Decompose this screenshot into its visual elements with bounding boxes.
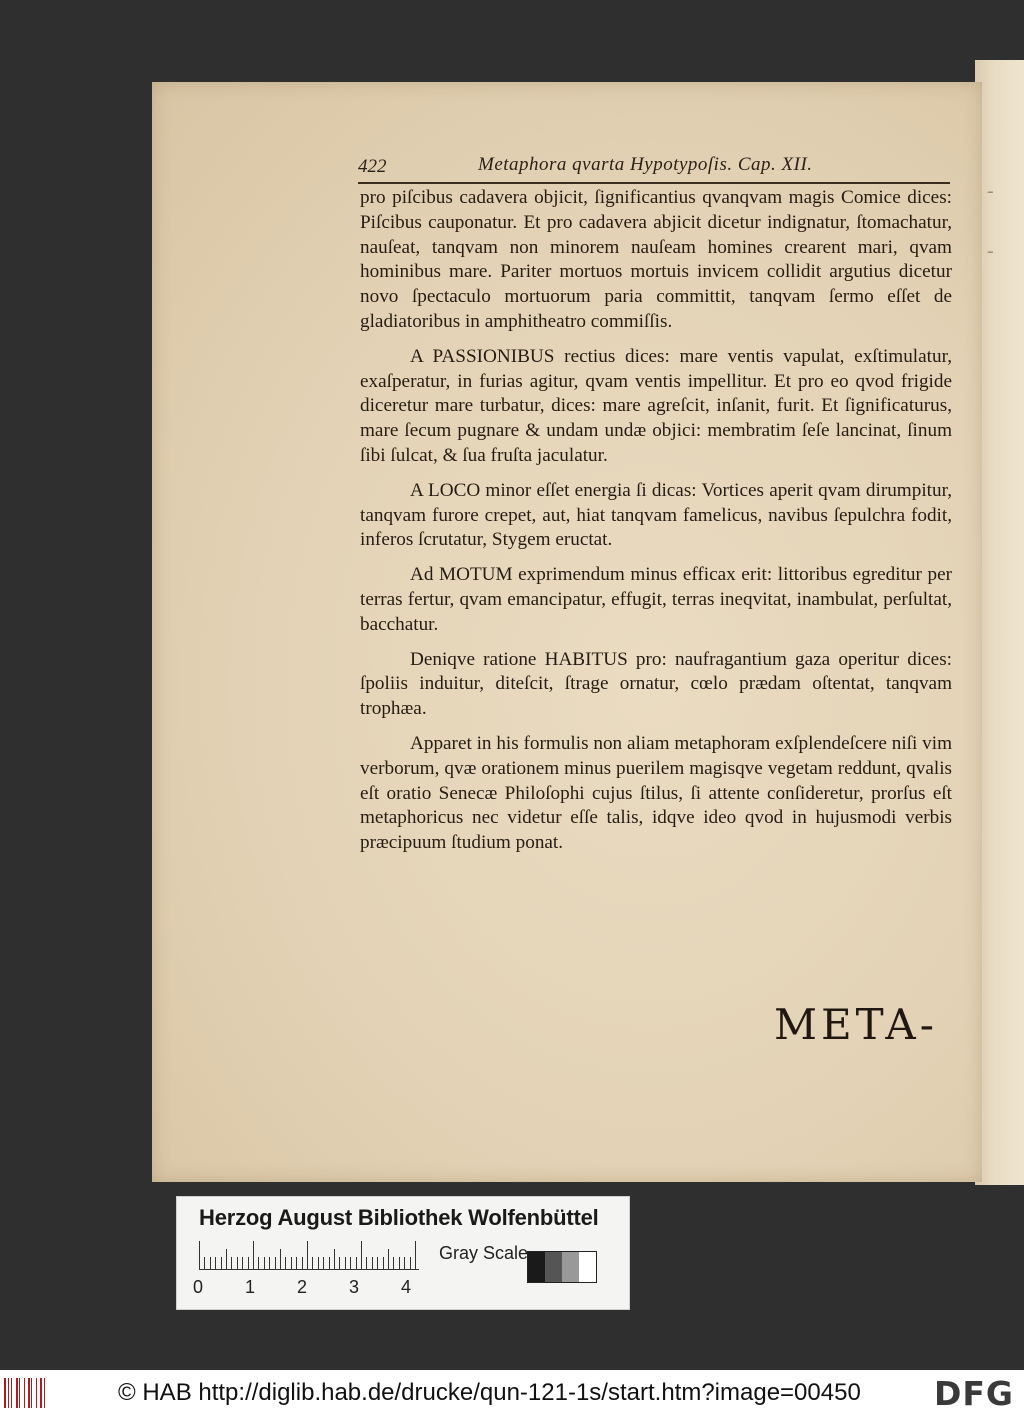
gray-scale-swatches: [527, 1251, 597, 1283]
running-title: Metaphora qvarta Hypotypoſis. Cap. XII.: [478, 154, 813, 175]
ruler-tick: [399, 1257, 400, 1269]
ruler-tick: [248, 1257, 249, 1269]
dfg-logo: DFG: [934, 1374, 1015, 1413]
adjacent-page-edge: - -: [975, 60, 1024, 1185]
barcode-stripe: [11, 1378, 12, 1408]
catchword: META-: [774, 1000, 938, 1049]
ruler-tick: [356, 1257, 357, 1269]
gray-scale-label: Gray Scale: [439, 1243, 529, 1263]
ruler-tick: [329, 1257, 330, 1269]
ruler-tick: [334, 1249, 335, 1269]
ruler: [199, 1241, 429, 1275]
ruler-tick: [242, 1257, 243, 1269]
ruler-number: 3: [349, 1277, 360, 1297]
ruler-tick: [253, 1241, 254, 1269]
gray-swatch: [528, 1252, 545, 1282]
barcode-stripe: [8, 1378, 9, 1408]
paragraph-3: A LOCO minor eſſet energia ſi dicas: Vortices aperit qvam dirumpitur, tanqvam furore crepet, aut, hiat tanqvam famelicus, navibus ſepulchra fodit, inferos ſcrutatur, Stygem eructat.: [360, 479, 952, 551]
ruler-tick: [199, 1241, 200, 1269]
ruler-tick: [318, 1257, 319, 1269]
ruler-tick: [307, 1241, 308, 1269]
ruler-tick: [210, 1257, 211, 1269]
ruler-number: 1: [245, 1277, 256, 1297]
color-calibration-card: [176, 1196, 630, 1310]
page-body: [360, 186, 952, 866]
ruler-tick: [280, 1249, 281, 1269]
head-rule: [358, 182, 950, 184]
barcode-stripe: [28, 1378, 30, 1408]
ruler-tick: [296, 1257, 297, 1269]
ruler-number: 0: [193, 1277, 204, 1297]
ruler-tick: [291, 1257, 292, 1269]
barcode-stripe: [24, 1378, 25, 1408]
barcode-stripe: [19, 1378, 20, 1408]
barcode-stripe: [40, 1378, 42, 1408]
ruler-tick: [361, 1241, 362, 1269]
barcode-stripe: [31, 1378, 32, 1408]
hab-barcode-icon: [4, 1378, 48, 1408]
paragraph-6: Apparet in his formulis non aliam metaphoram exſplendeſcere niſi vim verborum, qvæ orationem minus puerilem magisqve vegetam reddunt, qvalis eſt oratio Senecæ Philoſophi cujus ſtilus, ſi attente conſideretur, prorſus eſt metaphoricus nec videtur eſſe talis, idqve ideo qvod in hujusmodi verbis præcipuum ſtudium ponat.: [360, 732, 952, 854]
ruler-tick: [215, 1257, 216, 1269]
ruler-tick: [339, 1257, 340, 1269]
ruler-tick: [285, 1257, 286, 1269]
paragraph-2: A PASSIONIBUS rectius dices: mare ventis vapulat, exſtimulatur, exaſperatur, in furias agitur, qvam ventis impellitur. Et pro eo qvod frigide diceretur mare turbatur, dices: mare agreſcit, inſanit, furit. Et ſignificaturus, mare ſecum pugnare & undam undæ objici: membratim ſeſe lancinat, ſinum ſibi ſulcat, & ſua fruſta jaculatur.: [360, 345, 952, 466]
paragraph-1: pro piſcibus cadavera objicit, ſignificantius qvanqvam magis Comice dices: Piſcibus cauponatur. Et pro cadavera abjicit dicetur indignatur, ſtomachatur, nauſeat, tanqvam non minorem nauſeam homines crearent mari, qvam hominibus mare. Pariter mortuos mortuis invicem collidit argutius dicetur novo ſpectaculo mortuorum paria committit, tanqvam ſermo eſſet de gladiatoribus in amphitheatro commiſſis.: [360, 187, 952, 332]
ruler-tick: [264, 1257, 265, 1269]
ruler-tick: [221, 1257, 222, 1269]
ruler-number: 2: [297, 1277, 308, 1297]
barcode-stripe: [4, 1378, 6, 1408]
ruler-tick: [275, 1257, 276, 1269]
ruler-tick: [377, 1257, 378, 1269]
ruler-tick: [366, 1257, 367, 1269]
copyright-link[interactable]: © HAB http://diglib.hab.de/drucke/qun-121-1s/start.htm?image=00450: [118, 1379, 861, 1406]
paragraph-5: Deniqve ratione HABITUS pro: naufragantium gaza operitur dices: ſpoliis induitur, diteſcit, ſtrage ornatur, cœlo prædam oſtentat, tanqvam trophæa.: [360, 648, 952, 720]
ruler-tick: [383, 1257, 384, 1269]
ruler-tick: [372, 1257, 373, 1269]
ruler-tick: [393, 1257, 394, 1269]
ruler-tick: [350, 1257, 351, 1269]
ruler-tick: [410, 1257, 411, 1269]
ruler-numbers: [193, 1277, 433, 1301]
ruler-tick: [404, 1257, 405, 1269]
barcode-stripe: [44, 1378, 45, 1408]
ruler-tick: [415, 1241, 416, 1269]
ruler-tick: [302, 1257, 303, 1269]
gray-swatch: [545, 1252, 562, 1282]
footer-bar: [0, 1370, 1024, 1416]
ruler-tick: [269, 1257, 270, 1269]
barcode-stripe: [36, 1378, 37, 1408]
page-number: 422: [358, 156, 387, 177]
ruler-tick: [388, 1249, 389, 1269]
ruler-tick: [237, 1257, 238, 1269]
gray-swatch: [562, 1252, 579, 1282]
barcode-stripe: [16, 1378, 18, 1408]
library-name: Herzog August Bibliothek Wolfenbüttel: [199, 1205, 599, 1230]
gray-swatch: [579, 1252, 596, 1282]
ruler-tick: [323, 1257, 324, 1269]
ruler-tick: [312, 1257, 313, 1269]
ruler-tick: [231, 1257, 232, 1269]
ruler-tick: [226, 1249, 227, 1269]
paragraph-4: Ad MOTUM exprimendum minus efficax erit: littoribus egreditur per terras fertur, qvam emancipatur, effugit, terras ineqvitat, inambulat, perſultat, bacchatur.: [360, 564, 952, 635]
ruler-tick: [258, 1257, 259, 1269]
ruler-tick: [345, 1257, 346, 1269]
running-head: [358, 154, 950, 184]
ruler-tick: [204, 1257, 205, 1269]
ruler-number: 4: [401, 1277, 412, 1297]
